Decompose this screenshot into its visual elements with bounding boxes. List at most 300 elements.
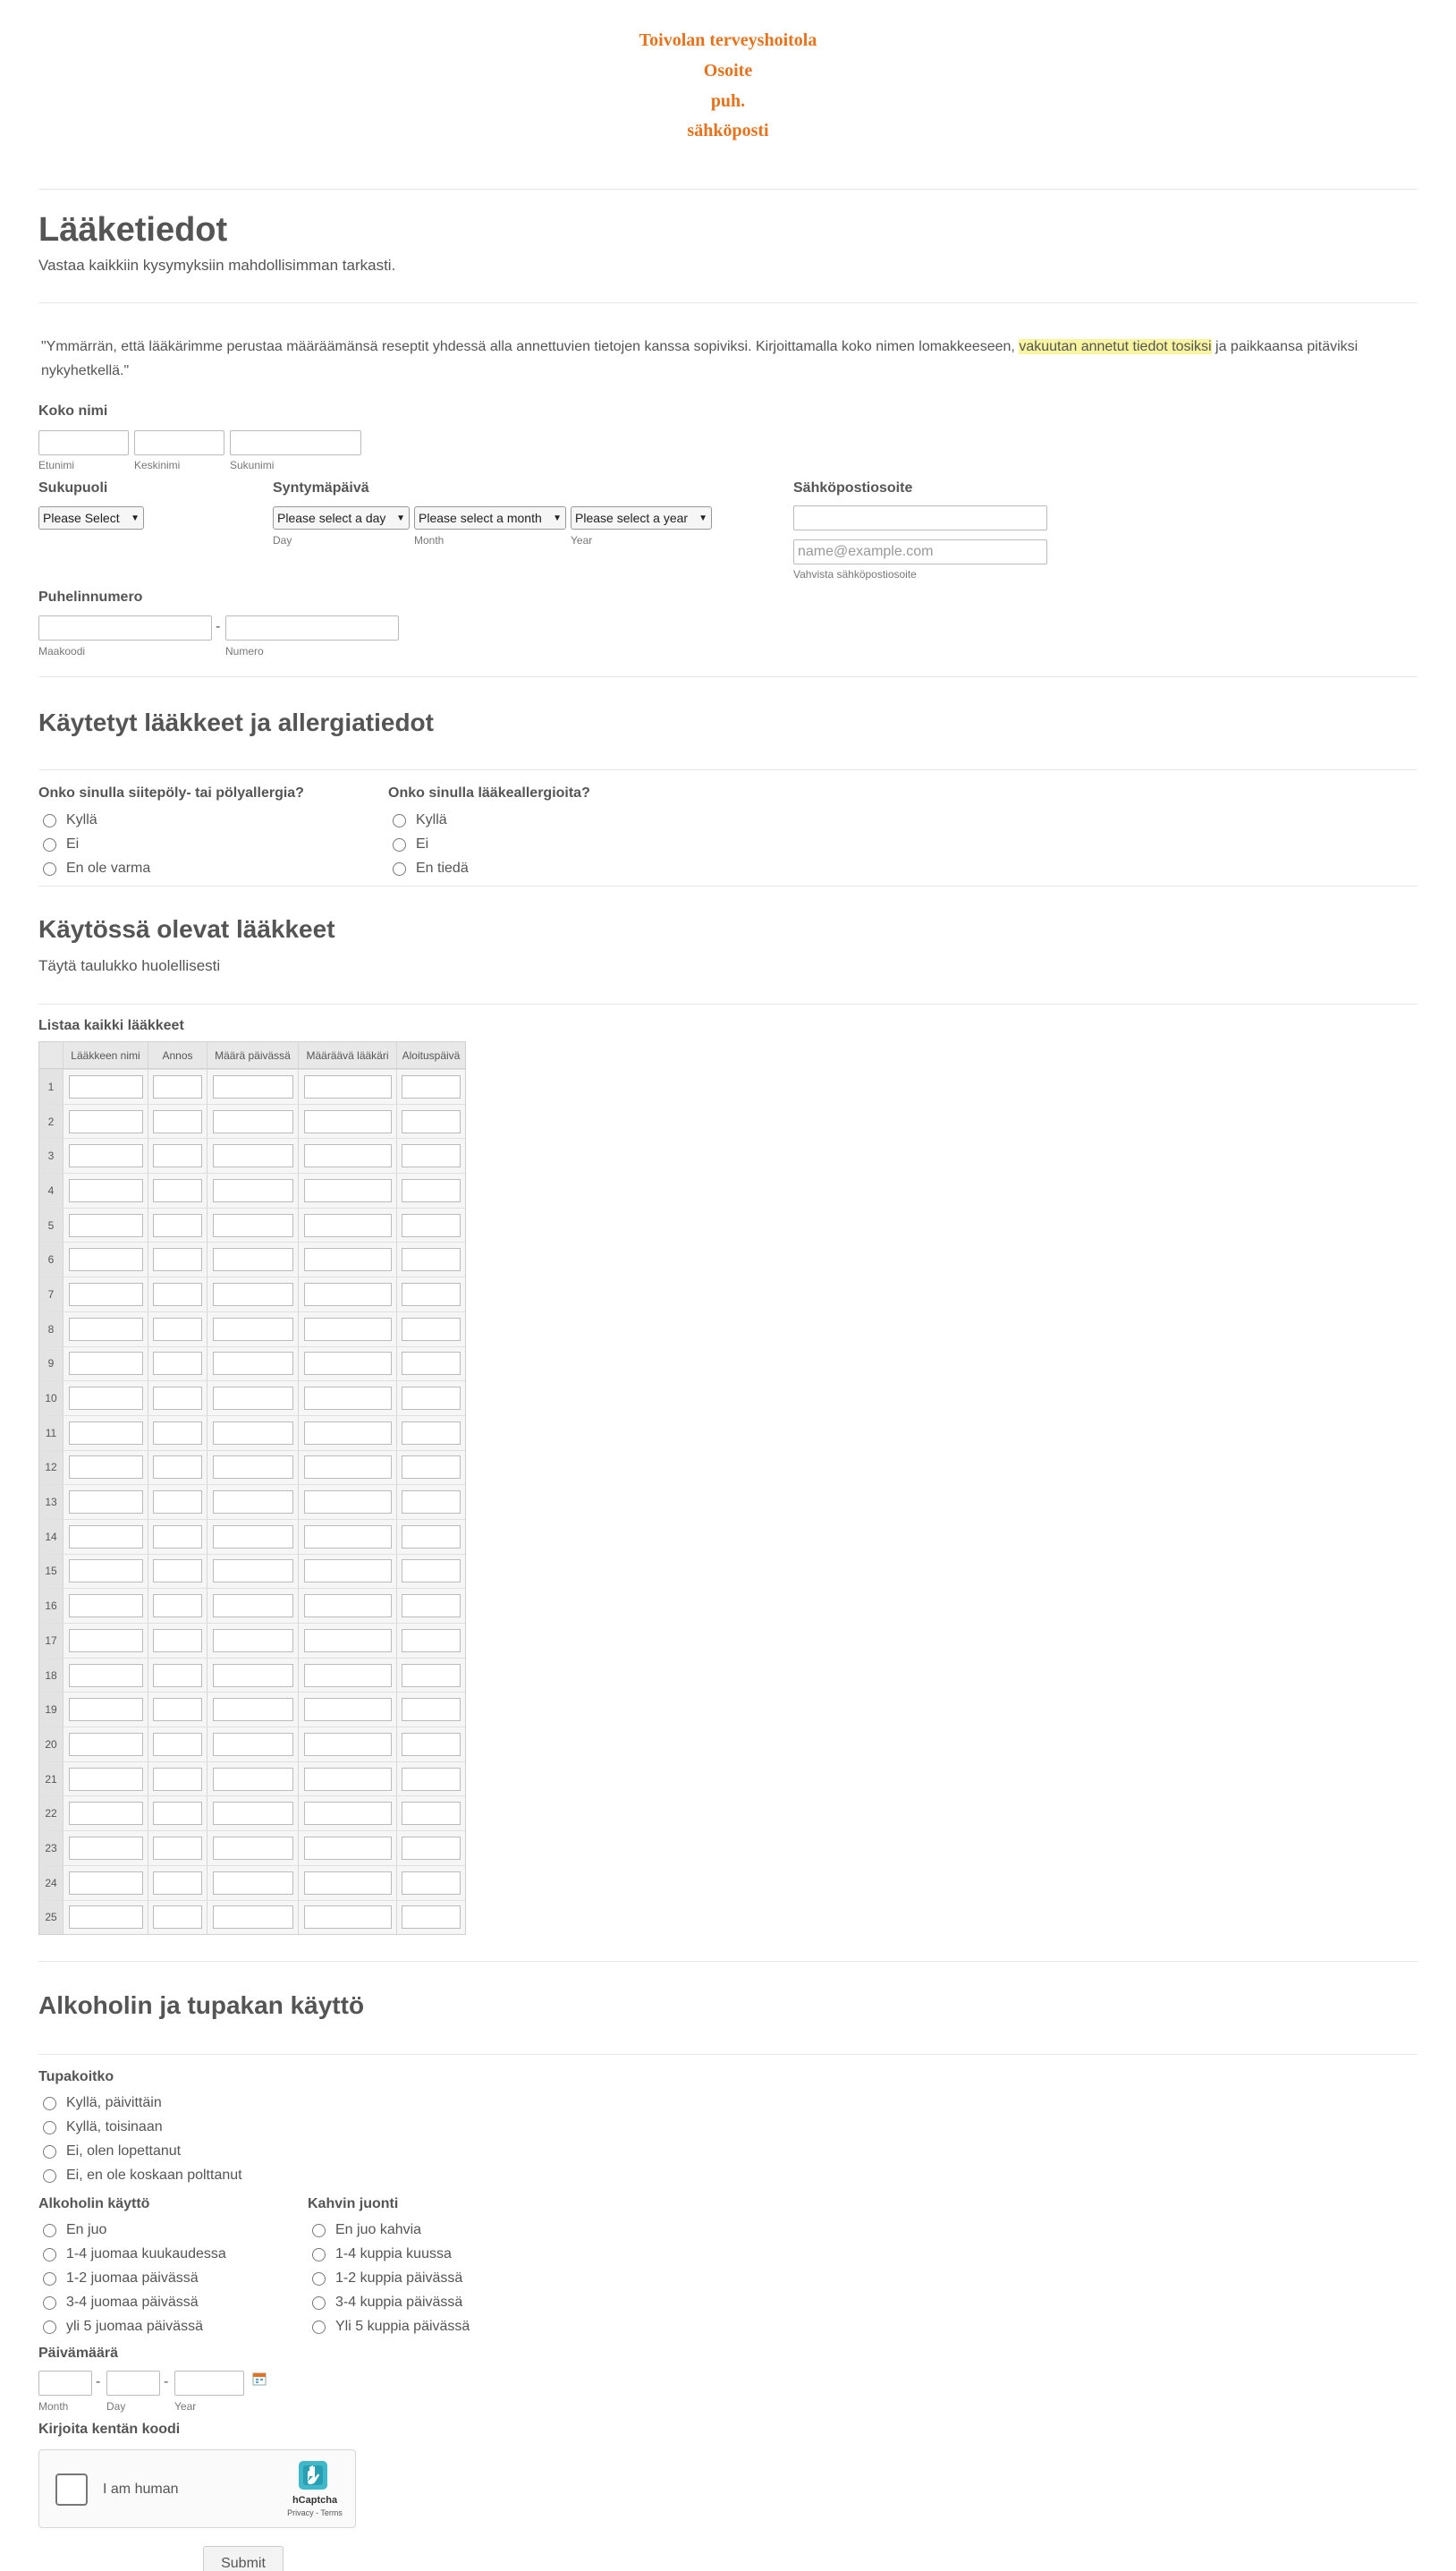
medication-cell-input[interactable] xyxy=(69,1802,143,1825)
medication-cell-input[interactable] xyxy=(402,1421,461,1445)
table-cell xyxy=(63,1659,148,1693)
medication-cell-input[interactable] xyxy=(69,1525,143,1549)
medication-cell-input[interactable] xyxy=(304,1525,392,1549)
alcohol-option-label: 1-4 juomaa kuukaudessa xyxy=(66,2246,226,2261)
table-cell xyxy=(63,1174,148,1208)
medication-cell-input[interactable] xyxy=(402,1352,461,1375)
medication-cell-input[interactable] xyxy=(153,1733,202,1756)
medication-cell-input[interactable] xyxy=(213,1421,293,1445)
medication-cell-input[interactable] xyxy=(402,1144,461,1167)
medication-cell-input[interactable] xyxy=(304,1802,392,1825)
table-cell xyxy=(396,1485,465,1519)
medication-cell-input[interactable] xyxy=(69,1559,143,1582)
pollen-option-label: Kyllä xyxy=(66,812,97,827)
medication-cell-input[interactable] xyxy=(402,1455,461,1479)
medication-cell-input[interactable] xyxy=(69,1387,143,1410)
medication-cell-input[interactable] xyxy=(69,1144,143,1167)
medication-cell-input[interactable] xyxy=(213,1283,293,1306)
medication-cell-input[interactable] xyxy=(213,1144,293,1167)
table-cell xyxy=(396,1105,465,1139)
table-cell xyxy=(298,1139,396,1173)
medication-cell-input[interactable] xyxy=(153,1387,202,1410)
phone-area-input[interactable] xyxy=(38,615,212,641)
medication-cell-input[interactable] xyxy=(213,1352,293,1375)
table-cell xyxy=(148,1139,207,1173)
medication-cell-input[interactable] xyxy=(402,1283,461,1306)
medication-cell-input[interactable] xyxy=(304,1318,392,1341)
table-cell xyxy=(207,1416,298,1450)
first-name-input[interactable] xyxy=(38,430,129,455)
table-cell xyxy=(298,1174,396,1208)
divider xyxy=(38,886,1418,887)
table-cell xyxy=(396,1277,465,1311)
medication-cell-input[interactable] xyxy=(402,1318,461,1341)
drug-allergy-option-dontknow[interactable] xyxy=(393,861,469,877)
table-row xyxy=(39,1484,465,1519)
captcha-widget xyxy=(38,2449,356,2528)
row-number: 12 xyxy=(39,1451,63,1485)
table-cell xyxy=(207,1312,298,1346)
medication-cell-input[interactable] xyxy=(402,1629,461,1652)
medication-cell-input[interactable] xyxy=(402,1905,461,1929)
table-cell xyxy=(63,1485,148,1519)
medication-cell-input[interactable] xyxy=(304,1075,392,1099)
row-number: 10 xyxy=(39,1381,63,1415)
medication-cell-input[interactable] xyxy=(213,1733,293,1756)
table-cell xyxy=(207,1139,298,1173)
medication-cell-input[interactable] xyxy=(153,1075,202,1099)
table-cell xyxy=(298,1693,396,1727)
birth-month-sublabel: Month xyxy=(414,534,444,547)
allergy-section-title: Käytetyt lääkkeet ja allergiatiedot xyxy=(38,709,434,736)
radio-button[interactable] xyxy=(312,2321,326,2334)
medication-cell-input[interactable] xyxy=(153,1768,202,1791)
radio-button[interactable] xyxy=(43,2321,56,2334)
table-cell xyxy=(298,1381,396,1415)
medication-cell-input[interactable] xyxy=(402,1110,461,1133)
smoking-option[interactable] xyxy=(43,2095,162,2111)
medication-cell-input[interactable] xyxy=(153,1698,202,1721)
medication-cell-input[interactable] xyxy=(153,1905,202,1929)
medication-cell-input[interactable] xyxy=(402,1214,461,1237)
medication-cell-input[interactable] xyxy=(304,1421,392,1445)
table-row xyxy=(39,1623,465,1658)
calendar-icon[interactable] xyxy=(252,2372,267,2386)
radio-button[interactable] xyxy=(43,2097,56,2110)
medication-cell-input[interactable] xyxy=(402,1768,461,1791)
table-cell xyxy=(63,1312,148,1346)
medication-cell-input[interactable] xyxy=(153,1455,202,1479)
row-number: 1 xyxy=(39,1070,63,1104)
medication-cell-input[interactable] xyxy=(304,1352,392,1375)
medication-cell-input[interactable] xyxy=(304,1179,392,1202)
coffee-option[interactable] xyxy=(312,2246,452,2262)
medication-cell-input[interactable] xyxy=(213,1248,293,1271)
medication-cell-input[interactable] xyxy=(213,1837,293,1860)
table-row xyxy=(39,1208,465,1243)
row-number: 17 xyxy=(39,1624,63,1658)
medication-cell-input[interactable] xyxy=(153,1490,202,1514)
medication-cell-input[interactable] xyxy=(69,1283,143,1306)
radio-button[interactable] xyxy=(43,2272,56,2286)
table-cell xyxy=(207,1762,298,1796)
phone-separator: - xyxy=(216,619,221,634)
medication-cell-input[interactable] xyxy=(153,1525,202,1549)
medication-cell-input[interactable] xyxy=(69,1352,143,1375)
table-cell xyxy=(298,1277,396,1311)
medication-cell-input[interactable] xyxy=(304,1387,392,1410)
medication-cell-input[interactable] xyxy=(153,1110,202,1133)
table-cell xyxy=(396,1693,465,1727)
radio-button[interactable] xyxy=(312,2272,326,2286)
drug-allergy-option-no[interactable] xyxy=(393,836,428,853)
pollen-option-no[interactable] xyxy=(43,836,79,853)
medication-cell-input[interactable] xyxy=(402,1802,461,1825)
medication-cell-input[interactable] xyxy=(213,1455,293,1479)
email-label: Sähköpostiosoite xyxy=(793,480,913,496)
medication-cell-input[interactable] xyxy=(153,1871,202,1895)
table-cell xyxy=(63,1243,148,1277)
medication-cell-input[interactable] xyxy=(304,1559,392,1582)
table-cell xyxy=(207,1485,298,1519)
table-cell xyxy=(298,1831,396,1865)
clinic-email: sähköposti xyxy=(687,121,769,140)
table-cell xyxy=(298,1347,396,1381)
gender-select[interactable] xyxy=(38,506,144,530)
row-number: 18 xyxy=(39,1659,63,1693)
drug-allergy-option-label: En tiedä xyxy=(416,861,469,876)
table-cell xyxy=(298,1796,396,1830)
row-number: 11 xyxy=(39,1416,63,1450)
medication-cell-input[interactable] xyxy=(69,1871,143,1895)
column-header: Aloituspäivä xyxy=(396,1042,465,1068)
smoking-option[interactable] xyxy=(43,2168,242,2184)
table-cell xyxy=(63,1727,148,1761)
table-cell xyxy=(148,1693,207,1727)
table-cell xyxy=(396,1243,465,1277)
medication-cell-input[interactable] xyxy=(402,1075,461,1099)
medication-cell-input[interactable] xyxy=(304,1905,392,1929)
date-day-sublabel: Day xyxy=(106,2400,126,2413)
birth-year-sublabel: Year xyxy=(571,534,593,547)
table-cell xyxy=(63,1762,148,1796)
row-number: 22 xyxy=(39,1796,63,1830)
medication-cell-input[interactable] xyxy=(304,1871,392,1895)
meds-section-title: Käytössä olevat lääkkeet xyxy=(38,915,335,943)
email-confirm-input[interactable] xyxy=(793,539,1047,564)
table-cell xyxy=(298,1416,396,1450)
alcohol-option-label: 1-2 juomaa päivässä xyxy=(66,2270,199,2286)
table-cell xyxy=(148,1555,207,1589)
first-name-sublabel: Etunimi xyxy=(38,459,75,471)
medication-cell-input[interactable] xyxy=(153,1144,202,1167)
medication-cell-input[interactable] xyxy=(213,1768,293,1791)
radio-button[interactable] xyxy=(43,862,56,876)
medication-cell-input[interactable] xyxy=(153,1837,202,1860)
medication-cell-input[interactable] xyxy=(153,1629,202,1652)
medication-cell-input[interactable] xyxy=(304,1698,392,1721)
alcohol-option[interactable] xyxy=(43,2246,226,2262)
coffee-option[interactable] xyxy=(312,2295,462,2311)
medication-cell-input[interactable] xyxy=(304,1768,392,1791)
medication-cell-input[interactable] xyxy=(153,1421,202,1445)
coffee-option[interactable] xyxy=(312,2270,462,2287)
meds-list-label: Listaa kaikki lääkkeet xyxy=(38,1018,184,1033)
coffee-option[interactable] xyxy=(312,2319,470,2335)
table-cell xyxy=(148,1485,207,1519)
medication-cell-input[interactable] xyxy=(69,1698,143,1721)
medication-cell-input[interactable] xyxy=(69,1905,143,1929)
coffee-option-label: 3-4 kuppia päivässä xyxy=(335,2295,463,2310)
coffee-option[interactable] xyxy=(312,2222,421,2238)
table-cell xyxy=(396,1727,465,1761)
radio-button[interactable] xyxy=(43,2145,56,2159)
medication-cell-input[interactable] xyxy=(69,1179,143,1202)
medication-cell-input[interactable] xyxy=(304,1629,392,1652)
medication-cell-input[interactable] xyxy=(304,1490,392,1514)
radio-button[interactable] xyxy=(312,2296,326,2310)
smoking-option[interactable] xyxy=(43,2143,181,2159)
table-cell xyxy=(148,1312,207,1346)
table-row xyxy=(39,1865,465,1900)
medication-cell-input[interactable] xyxy=(213,1559,293,1582)
medication-cell-input[interactable] xyxy=(153,1802,202,1825)
table-cell xyxy=(298,1866,396,1900)
chevron-down-icon: ▼ xyxy=(396,513,405,523)
medication-cell-input[interactable] xyxy=(402,1664,461,1687)
medication-cell-input[interactable] xyxy=(153,1559,202,1582)
medication-cell-input[interactable] xyxy=(304,1110,392,1133)
medication-cell-input[interactable] xyxy=(213,1214,293,1237)
captcha-text: I am human xyxy=(103,2482,179,2497)
medication-cell-input[interactable] xyxy=(402,1698,461,1721)
medication-cell-input[interactable] xyxy=(213,1664,293,1687)
table-cell xyxy=(63,1866,148,1900)
table-cell xyxy=(207,1277,298,1311)
medication-cell-input[interactable] xyxy=(213,1387,293,1410)
column-header: Annos xyxy=(148,1042,207,1068)
medication-cell-input[interactable] xyxy=(304,1664,392,1687)
medication-cell-input[interactable] xyxy=(69,1768,143,1791)
medication-cell-input[interactable] xyxy=(69,1110,143,1133)
table-cell xyxy=(63,1831,148,1865)
table-row xyxy=(39,1795,465,1830)
birth-day-select[interactable] xyxy=(273,506,410,530)
medication-cell-input[interactable] xyxy=(402,1179,461,1202)
drug-allergy-option-yes[interactable] xyxy=(393,812,447,828)
table-cell xyxy=(207,1520,298,1554)
medication-cell-input[interactable] xyxy=(153,1664,202,1687)
page-title: Lääketiedot xyxy=(38,211,228,249)
medication-cell-input[interactable] xyxy=(69,1248,143,1271)
table-cell xyxy=(207,1659,298,1693)
medication-cell-input[interactable] xyxy=(402,1871,461,1895)
table-cell xyxy=(63,1209,148,1243)
medication-cell-input[interactable] xyxy=(213,1490,293,1514)
medication-cell-input[interactable] xyxy=(69,1594,143,1617)
alcohol-option[interactable] xyxy=(43,2319,203,2335)
table-cell xyxy=(396,1624,465,1658)
middle-name-input[interactable] xyxy=(134,430,224,455)
medication-cell-input[interactable] xyxy=(153,1318,202,1341)
medication-cell-input[interactable] xyxy=(402,1837,461,1860)
medication-cell-input[interactable] xyxy=(304,1248,392,1271)
table-cell xyxy=(148,1277,207,1311)
medication-cell-input[interactable] xyxy=(213,1110,293,1133)
medication-cell-input[interactable] xyxy=(153,1179,202,1202)
medication-cell-input[interactable] xyxy=(402,1490,461,1514)
medication-cell-input[interactable] xyxy=(153,1283,202,1306)
medication-cell-input[interactable] xyxy=(69,1733,143,1756)
medication-cell-input[interactable] xyxy=(213,1698,293,1721)
radio-button[interactable] xyxy=(43,814,56,827)
row-number: 9 xyxy=(39,1347,63,1381)
radio-button[interactable] xyxy=(393,862,406,876)
submit-button[interactable]: Submit xyxy=(203,2546,284,2571)
table-cell xyxy=(148,1347,207,1381)
radio-button[interactable] xyxy=(43,2224,56,2237)
date-year-input[interactable] xyxy=(174,2371,244,2396)
medication-cell-input[interactable] xyxy=(213,1318,293,1341)
medication-cell-input[interactable] xyxy=(213,1594,293,1617)
medication-cell-input[interactable] xyxy=(304,1144,392,1167)
table-cell xyxy=(298,1485,396,1519)
row-number: 16 xyxy=(39,1589,63,1623)
medication-cell-input[interactable] xyxy=(213,1802,293,1825)
radio-button[interactable] xyxy=(43,838,56,852)
email-input[interactable] xyxy=(793,505,1047,530)
medication-cell-input[interactable] xyxy=(213,1525,293,1549)
table-cell xyxy=(63,1277,148,1311)
smoking-option-label: Ei, olen lopettanut xyxy=(66,2143,182,2159)
table-row xyxy=(39,1069,465,1104)
pollen-option-unsure[interactable] xyxy=(43,861,150,877)
captcha-links[interactable]: Privacy - Terms xyxy=(287,2508,343,2517)
medication-cell-input[interactable] xyxy=(69,1837,143,1860)
table-cell xyxy=(148,1831,207,1865)
alcohol-option[interactable] xyxy=(43,2222,106,2238)
phone-area-sublabel: Maakoodi xyxy=(38,645,86,658)
medication-cell-input[interactable] xyxy=(153,1248,202,1271)
medication-cell-input[interactable] xyxy=(304,1455,392,1479)
pollen-option-label: En ole varma xyxy=(66,861,151,876)
table-cell xyxy=(396,1174,465,1208)
column-header: Lääkkeen nimi xyxy=(63,1042,148,1068)
radio-button[interactable] xyxy=(43,2296,56,2310)
medication-cell-input[interactable] xyxy=(69,1490,143,1514)
medication-cell-input[interactable] xyxy=(402,1387,461,1410)
table-cell xyxy=(298,1589,396,1623)
radio-button[interactable] xyxy=(312,2224,326,2237)
table-row xyxy=(39,1277,465,1311)
medication-cell-input[interactable] xyxy=(402,1525,461,1549)
medication-cell-input[interactable] xyxy=(402,1248,461,1271)
divider xyxy=(38,302,1418,303)
medication-cell-input[interactable] xyxy=(304,1283,392,1306)
medication-cell-input[interactable] xyxy=(213,1075,293,1099)
medication-cell-input[interactable] xyxy=(69,1421,143,1445)
meds-section-subtitle: Täytä taulukko huolellisesti xyxy=(38,957,221,974)
medication-cell-input[interactable] xyxy=(304,1214,392,1237)
medication-cell-input[interactable] xyxy=(153,1352,202,1375)
radio-button[interactable] xyxy=(393,838,406,852)
table-row xyxy=(39,1830,465,1865)
pollen-option-label: Ei xyxy=(66,836,80,852)
row-number: 24 xyxy=(39,1866,63,1900)
pollen-option-yes[interactable] xyxy=(43,812,97,828)
medication-cell-input[interactable] xyxy=(69,1075,143,1099)
captcha-checkbox[interactable] xyxy=(55,2473,88,2506)
medication-cell-input[interactable] xyxy=(69,1214,143,1237)
medication-cell-input[interactable] xyxy=(213,1905,293,1929)
last-name-sublabel: Sukunimi xyxy=(230,459,275,471)
medication-cell-input[interactable] xyxy=(213,1871,293,1895)
phone-number-input[interactable] xyxy=(225,615,399,641)
medication-cell-input[interactable] xyxy=(402,1594,461,1617)
coffee-option-label: 1-4 kuppia kuussa xyxy=(335,2246,452,2261)
table-cell xyxy=(148,1381,207,1415)
medication-cell-input[interactable] xyxy=(213,1629,293,1652)
table-cell xyxy=(396,1416,465,1450)
medication-cell-input[interactable] xyxy=(402,1559,461,1582)
habits-section-title: Alkoholin ja tupakan käyttö xyxy=(38,1991,365,2019)
table-cell xyxy=(298,1451,396,1485)
medication-cell-input[interactable] xyxy=(69,1318,143,1341)
medication-cell-input[interactable] xyxy=(69,1664,143,1687)
radio-button[interactable] xyxy=(312,2248,326,2261)
table-cell xyxy=(148,1762,207,1796)
table-cell xyxy=(207,1070,298,1104)
coffee-option-label: En juo kahvia xyxy=(335,2222,422,2237)
medication-cell-input[interactable] xyxy=(304,1594,392,1617)
medication-cell-input[interactable] xyxy=(153,1594,202,1617)
consent-text-part1: "Ymmärrän, että lääkärimme perustaa määräämänsä reseptit yhdessä alla annettuvien tietojen kanssa sopiviksi. Kirjoittamalla koko nimen lomakkeeseen, xyxy=(41,339,1020,354)
radio-button[interactable] xyxy=(43,2248,56,2261)
table-cell xyxy=(207,1347,298,1381)
medication-cell-input[interactable] xyxy=(304,1733,392,1756)
table-row xyxy=(39,1242,465,1277)
row-number: 15 xyxy=(39,1555,63,1589)
medication-cell-input[interactable] xyxy=(304,1837,392,1860)
medication-cell-input[interactable] xyxy=(69,1629,143,1652)
date-day-input[interactable] xyxy=(106,2371,160,2396)
medication-cell-input[interactable] xyxy=(213,1179,293,1202)
row-number: 25 xyxy=(39,1901,63,1935)
date-month-sublabel: Month xyxy=(38,2400,69,2413)
medication-cell-input[interactable] xyxy=(153,1214,202,1237)
last-name-input[interactable] xyxy=(230,430,361,455)
medication-cell-input[interactable] xyxy=(402,1733,461,1756)
alcohol-option[interactable] xyxy=(43,2270,199,2287)
table-cell xyxy=(148,1589,207,1623)
table-row xyxy=(39,1761,465,1796)
row-number: 3 xyxy=(39,1139,63,1173)
alcohol-option-label: En juo xyxy=(66,2222,107,2237)
phone-label: Puhelinnumero xyxy=(38,590,143,605)
smoking-option[interactable] xyxy=(43,2119,163,2135)
birth-year-select[interactable] xyxy=(571,506,712,530)
radio-button[interactable] xyxy=(393,814,406,827)
date-month-input[interactable] xyxy=(38,2371,92,2396)
alcohol-option[interactable] xyxy=(43,2295,199,2311)
radio-button[interactable] xyxy=(43,2169,56,2183)
alcohol-label: Alkoholin käyttö xyxy=(38,2196,150,2211)
table-cell xyxy=(207,1831,298,1865)
radio-button[interactable] xyxy=(43,2121,56,2134)
birth-month-select[interactable] xyxy=(414,506,566,530)
medication-cell-input[interactable] xyxy=(69,1455,143,1479)
row-number: 14 xyxy=(39,1520,63,1554)
